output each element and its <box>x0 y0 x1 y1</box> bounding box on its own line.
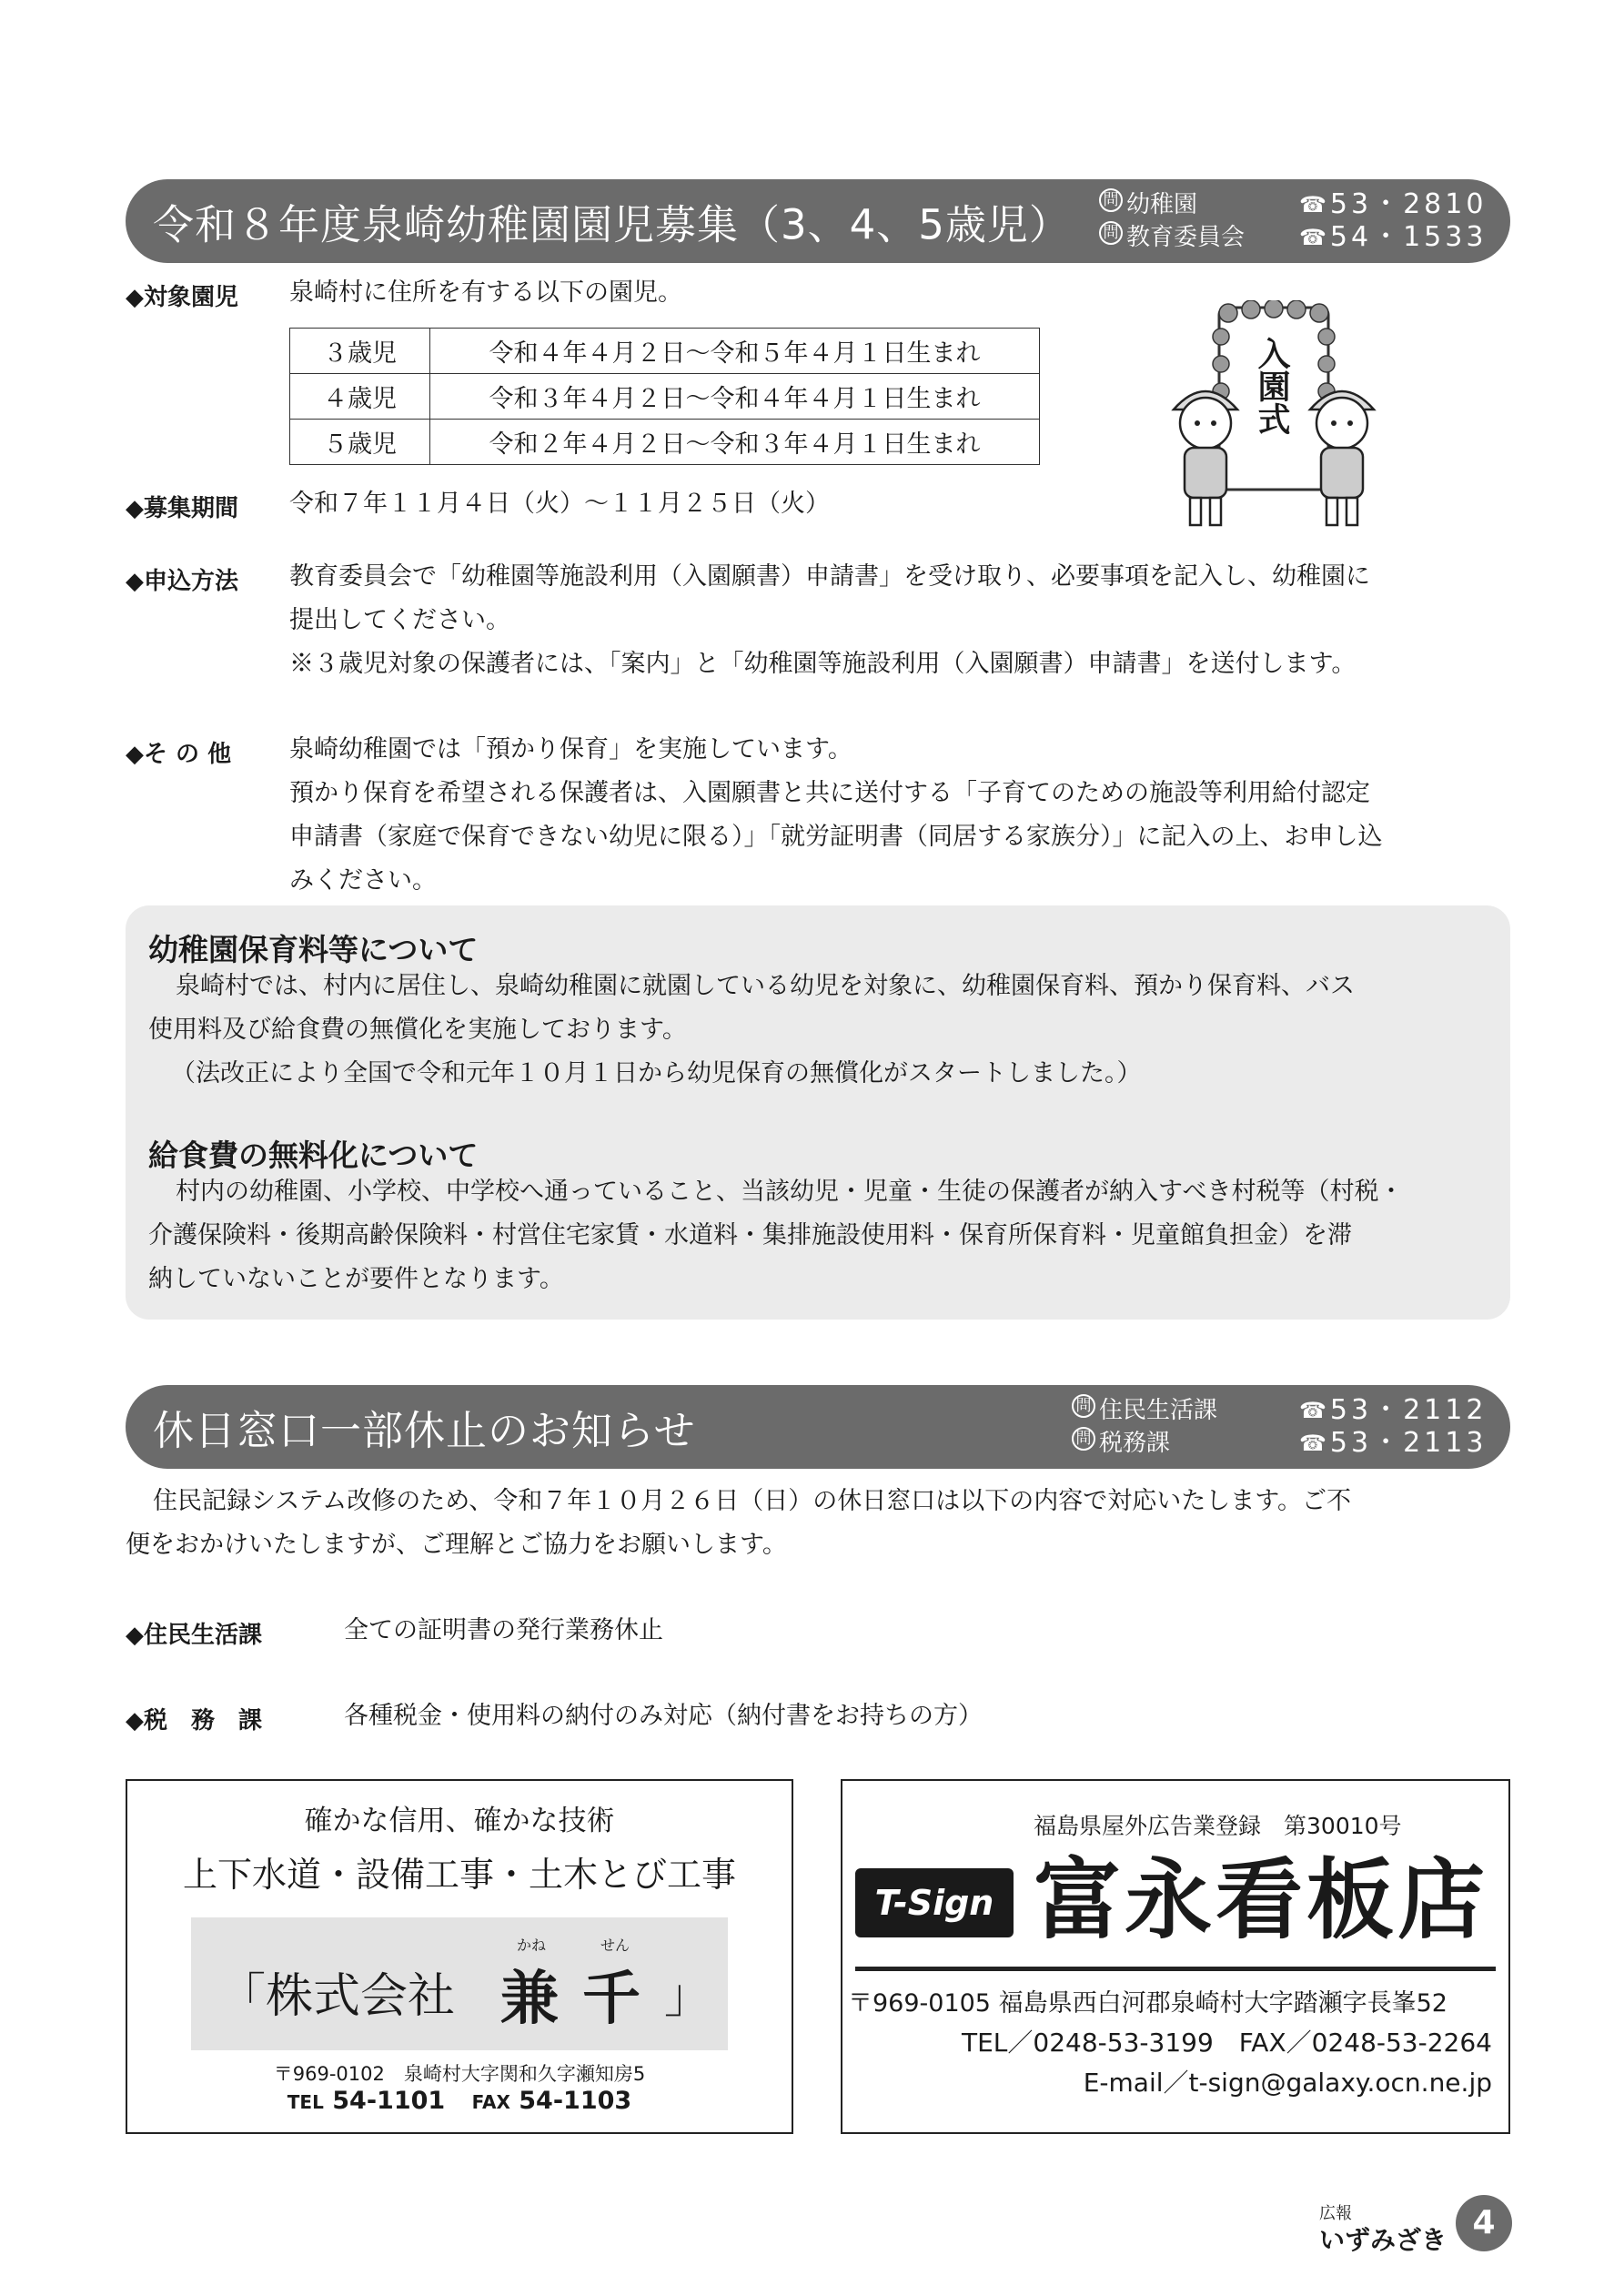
box-heading: 給食費の無料化について <box>148 1138 479 1173</box>
company-name-char: 兼 <box>500 1965 559 2033</box>
inquiry-icon: 問 <box>1099 188 1123 212</box>
company-name-char: 千 <box>582 1965 641 2033</box>
other-line: 申請書（家庭で保育できない幼児に限る）」「就労証明書（同居する家族分）」に記入の上、お申し込 <box>289 823 1383 851</box>
age-cell: ５歳児 <box>290 420 430 465</box>
contact-row <box>1072 1394 1487 1427</box>
method-label: ◆申込方法 <box>126 568 238 595</box>
contact-dept: 教育委員会 <box>1126 224 1246 251</box>
inquiry-icon: 問 <box>1099 221 1123 245</box>
section-title: 令和８年度泉崎幼稚園園児募集（3、4、5歳児） <box>153 200 1071 249</box>
section-title: 休日窓口一部休止のお知らせ <box>153 1406 696 1455</box>
fax-label: FAX <box>471 2091 510 2113</box>
item-label: ◆住民生活課 <box>126 1622 262 1649</box>
table-row <box>290 329 1040 374</box>
contact-row <box>1072 1427 1487 1460</box>
age-table <box>289 328 1040 465</box>
inquiry-icon: 問 <box>1072 1394 1095 1418</box>
ruby-text: かね <box>517 1937 547 1954</box>
box-line: 介護保険料・後期高齢保険料・村営住宅家賃・水道料・集排施設使用料・保育所保育料・児童館負担金）を滞 <box>148 1221 1352 1249</box>
range-cell: 令和４年４月２日～令和５年４月１日生まれ <box>430 329 1040 374</box>
advertisement-tominaga-sign <box>841 1779 1510 2134</box>
advertisement-kanesen <box>126 1779 793 2134</box>
method-line: ※３歳児対象の保護者には、「案内」と「幼稚園等施設利用（入園願書）申請書」を送付します。 <box>289 650 1357 678</box>
target-label: ◆対象園児 <box>126 284 238 311</box>
contact-dept: 幼稚園 <box>1126 191 1198 218</box>
ad-email: E-mail／t-sign@galaxy.ocn.ne.jp <box>1083 2068 1492 2098</box>
other-line: 預かり保育を希望される保護者は、入園願書と共に送付する「子育てのための施設等利用給付認定 <box>289 779 1370 807</box>
company-suffix: 」 <box>664 1969 712 2024</box>
table-row <box>290 420 1040 465</box>
contact-row <box>1099 221 1487 254</box>
box-line: 納していないことが要件となります。 <box>148 1265 564 1293</box>
target-text: 泉崎村に住所を有する以下の園児。 <box>289 278 682 307</box>
item-label: ◆税 務 課 <box>126 1707 262 1735</box>
ad-phone-fax: TEL／0248-53-3199 FAX／0248-53-2264 <box>962 2028 1492 2058</box>
footer-label: 広報 <box>1319 2204 1352 2223</box>
contact-list <box>1099 188 1487 254</box>
age-cell: ４歳児 <box>290 374 430 420</box>
item-text: 全ての証明書の発行業務休止 <box>344 1616 663 1644</box>
table-row <box>290 374 1040 420</box>
illustration-sign-text: 入園式 <box>1253 337 1291 435</box>
contact-tel: 53・2113 <box>1329 1427 1488 1459</box>
range-cell: 令和３年４月２日～令和４年４月１日生まれ <box>430 374 1040 420</box>
phone-icon: ☎ <box>1299 225 1326 250</box>
contact-row <box>1099 188 1487 221</box>
period-label: ◆募集期間 <box>126 495 238 522</box>
method-line: 提出してください。 <box>289 606 510 634</box>
phone-icon: ☎ <box>1299 1398 1326 1423</box>
phone-icon: ☎ <box>1299 192 1326 217</box>
tel-label: TEL <box>287 2091 324 2113</box>
contact-tel: 53・2112 <box>1329 1394 1488 1426</box>
box-line: 使用料及び給食費の無償化を実施しております。 <box>148 1016 687 1044</box>
age-cell: ３歳児 <box>290 329 430 374</box>
divider <box>855 1967 1496 1971</box>
page-number: 4 <box>1456 2195 1512 2251</box>
publication-name: いずみざき <box>1319 2225 1447 2255</box>
box-line: （法改正により全国で令和元年１０月１日から幼児保育の無償化がスタートしました。） <box>171 1059 1142 1087</box>
t-sign-logo: T-Sign <box>855 1868 1014 1937</box>
method-line: 教育委員会で「幼稚園等施設利用（入園願書）申請書」を受け取り、必要事項を記入し、幼稚園に <box>289 562 1370 591</box>
shop-name: 富永看板店 <box>1034 1849 1488 1951</box>
fax-number: 54-1103 <box>519 2087 632 2115</box>
box-line: 村内の幼稚園、小学校、中学校へ通っていること、当該幼児・児童・生徒の保護者が納入すべき村税等（村税・ <box>176 1178 1404 1206</box>
period-text: 令和７年１１月４日（火）～１１月２５日（火） <box>289 490 830 518</box>
box-line: 泉崎村では、村内に居住し、泉崎幼稚園に就園している幼児を対象に、幼稚園保育料、預かり保育料、バス <box>176 972 1355 1000</box>
ad-phone-fax <box>127 2087 792 2115</box>
ad-tagline: 確かな信用、確かな技術 <box>304 1805 615 1837</box>
contact-dept: 住民生活課 <box>1099 1397 1218 1424</box>
range-cell: 令和２年４月２日～令和３年４月１日生まれ <box>430 420 1040 465</box>
section-header-kindergarten <box>126 179 1510 263</box>
inquiry-icon: 問 <box>1072 1427 1095 1451</box>
entrance-ceremony-illustration <box>1155 300 1392 537</box>
ad-registration: 福島県屋外広告業登録 第30010号 <box>1034 1813 1402 1839</box>
contact-dept: 税務課 <box>1099 1430 1171 1457</box>
company-name-panel <box>191 1917 728 2050</box>
other-label: ◆そ の 他 <box>126 741 232 768</box>
intro-line: 住民記録システム改修のため、令和７年１０月２６日（日）の休日窓口は以下の内容で対応いたします。ご不 <box>153 1487 1352 1515</box>
box-heading: 幼稚園保育料等について <box>148 932 479 967</box>
intro-line: 便をおかけいたしますが、ご理解とご協力をお願いします。 <box>126 1531 787 1559</box>
section-header-holiday-window <box>126 1385 1510 1469</box>
ad-address: 〒969-0105 福島県西白河郡泉崎村大字踏瀬字長峯52 <box>848 1989 1447 2018</box>
other-line: 泉崎幼稚園では「預かり保育」を実施しています。 <box>289 735 852 764</box>
other-line: みください。 <box>289 866 437 895</box>
ad-address: 〒969-0102 泉崎村大字関和久字瀬知房5 <box>273 2063 646 2085</box>
contact-tel: 54・1533 <box>1329 221 1488 253</box>
phone-icon: ☎ <box>1299 1431 1326 1456</box>
company-prefix: 「株式会社 <box>218 1969 456 2024</box>
contact-list <box>1072 1394 1487 1460</box>
tel-number: 54-1101 <box>332 2087 446 2115</box>
contact-tel: 53・2810 <box>1329 188 1488 220</box>
ruby-text: せん <box>600 1937 630 1954</box>
item-text: 各種税金・使用料の納付のみ対応（納付書をお持ちの方） <box>344 1702 983 1730</box>
ad-services: 上下水道・設備工事・土木とび工事 <box>182 1855 736 1895</box>
